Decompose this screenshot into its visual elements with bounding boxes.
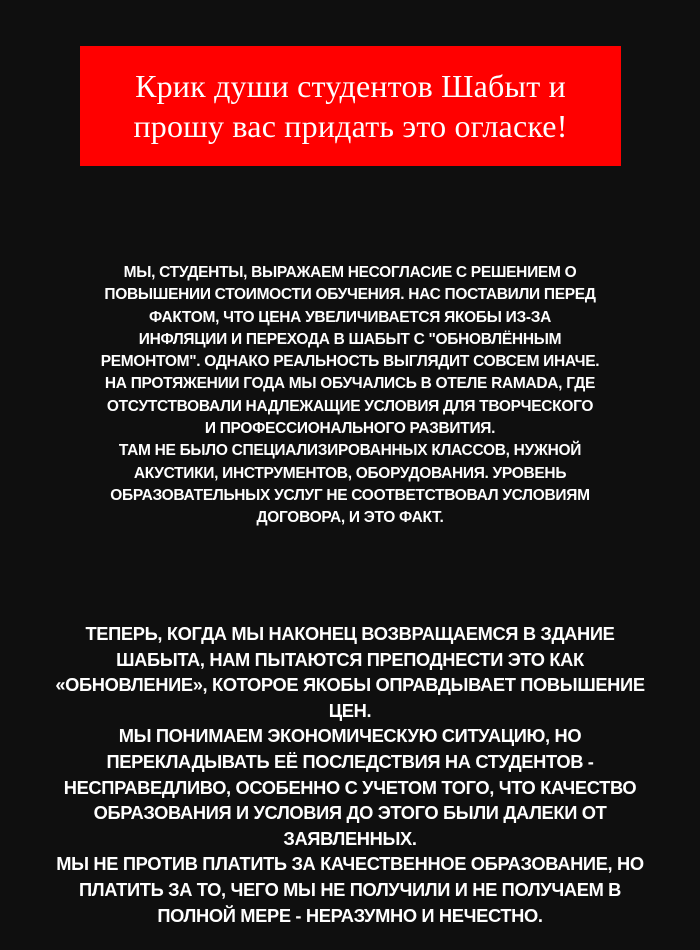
paragraph-line: ШАБЫТА, НАМ ПЫТАЮТСЯ ПРЕПОДНЕСТИ ЭТО КАК xyxy=(116,648,584,670)
paragraph-line: ОБРАЗОВАТЕЛЬНЫХ УСЛУГ НЕ СООТВЕТСТВОВАЛ УСЛОВИЯМ xyxy=(110,486,590,504)
paragraph-line: ОБРАЗОВАНИЯ И УСЛОВИЯ ДО ЭТОГО БЫЛИ ДАЛЕКИ ОТ xyxy=(93,802,607,824)
paragraph-line: МЫ НЕ ПРОТИВ ПЛАТИТЬ ЗА КАЧЕСТВЕННОЕ ОБРАЗОВАНИЕ, НО xyxy=(56,853,644,875)
paragraph-line: МЫ, СТУДЕНТЫ, ВЫРАЖАЕМ НЕСОГЛАСИЕ С РЕШЕНИЕМ О xyxy=(123,264,577,281)
paragraph-line: ТАМ НЕ БЫЛО СПЕЦИАЛИЗИРОВАННЫХ КЛАССОВ, НУЖНОЙ xyxy=(118,442,582,460)
title-banner xyxy=(80,46,621,166)
paragraph-line: НА ПРОТЯЖЕНИИ ГОДА МЫ ОБУЧАЛИСЬ В ОТЕЛЕ RAMADA, ГДЕ xyxy=(104,375,596,393)
paragraph-line: ПОВЫШЕНИИ СТОИМОСТИ ОБУЧЕНИЯ. НАС ПОСТАВИЛИ ПЕРЕД xyxy=(104,286,596,304)
statement-paragraph-2 xyxy=(24,621,676,928)
paragraph-line: ФАКТОМ, ЧТО ЦЕНА УВЕЛИЧИВАЕТСЯ ЯКОБЫ ИЗ-ЗА xyxy=(148,308,552,326)
banner-title-line: прошу вас придать это огласке! xyxy=(133,108,568,144)
paragraph-line: МЫ ПОНИМАЕМ ЭКОНОМИЧЕСКУЮ СИТУАЦИЮ, НО xyxy=(118,725,582,747)
paragraph-line: ЗАЯВЛЕННЫХ. xyxy=(283,827,417,849)
paragraph-line: ПЕРЕКЛАДЫВАТЬ ЕЁ ПОСЛЕДСТВИЯ НА СТУДЕНТОВ - xyxy=(106,750,594,772)
paragraph-line: ДОГОВОРА, И ЭТО ФАКТ. xyxy=(256,509,444,527)
paragraph-line: ПЛАТИТЬ ЗА ТО, ЧЕГО МЫ НЕ ПОЛУЧИЛИ И НЕ ПОЛУЧАЕМ В xyxy=(78,878,622,900)
paragraph-line: ОТСУТСТВОВАЛИ НАДЛЕЖАЩИЕ УСЛОВИЯ ДЛЯ ТВОРЧЕСКОГО xyxy=(106,397,594,415)
paragraph-line: ТЕПЕРЬ, КОГДА МЫ НАКОНЕЦ ВОЗВРАЩАЕМСЯ В ЗДАНИЕ xyxy=(85,623,615,644)
paragraph-line: «ОБНОВЛЕНИЕ», КОТОРОЕ ЯКОБЫ ОПРАВДЫВАЕТ ПОВЫШЕНИЕ xyxy=(55,674,645,696)
paragraph-line: АКУСТИКИ, ИНСТРУМЕНТОВ, ОБОРУДОВАНИЯ. УРОВЕНЬ xyxy=(133,464,567,482)
paragraph-line: ЦЕН. xyxy=(328,699,372,721)
paragraph-line: И ПРОФЕССИОНАЛЬНОГО РАЗВИТИЯ. xyxy=(204,420,496,438)
paragraph-line: ПОЛНОЙ МЕРЕ - НЕРАЗУМНО И НЕЧЕСТНО. xyxy=(157,904,543,926)
banner-title-line: Крик души студентов Шабыт и xyxy=(135,68,566,104)
paragraph-line: ИНФЛЯЦИИ И ПЕРЕХОДА В ШАБЫТ С "ОБНОВЛЁННЫМ xyxy=(138,330,562,348)
paragraph-line: НЕСПРАВЕДЛИВО, ОСОБЕННО С УЧЕТОМ ТОГО, ЧТО КАЧЕСТВО xyxy=(63,776,637,798)
banner-title xyxy=(133,66,567,146)
statement-paragraph-1 xyxy=(60,262,640,530)
paragraph-line: РЕМОНТОМ". ОДНАКО РЕАЛЬНОСТЬ ВЫГЛЯДИТ СОВСЕМ ИНАЧЕ. xyxy=(100,353,600,371)
